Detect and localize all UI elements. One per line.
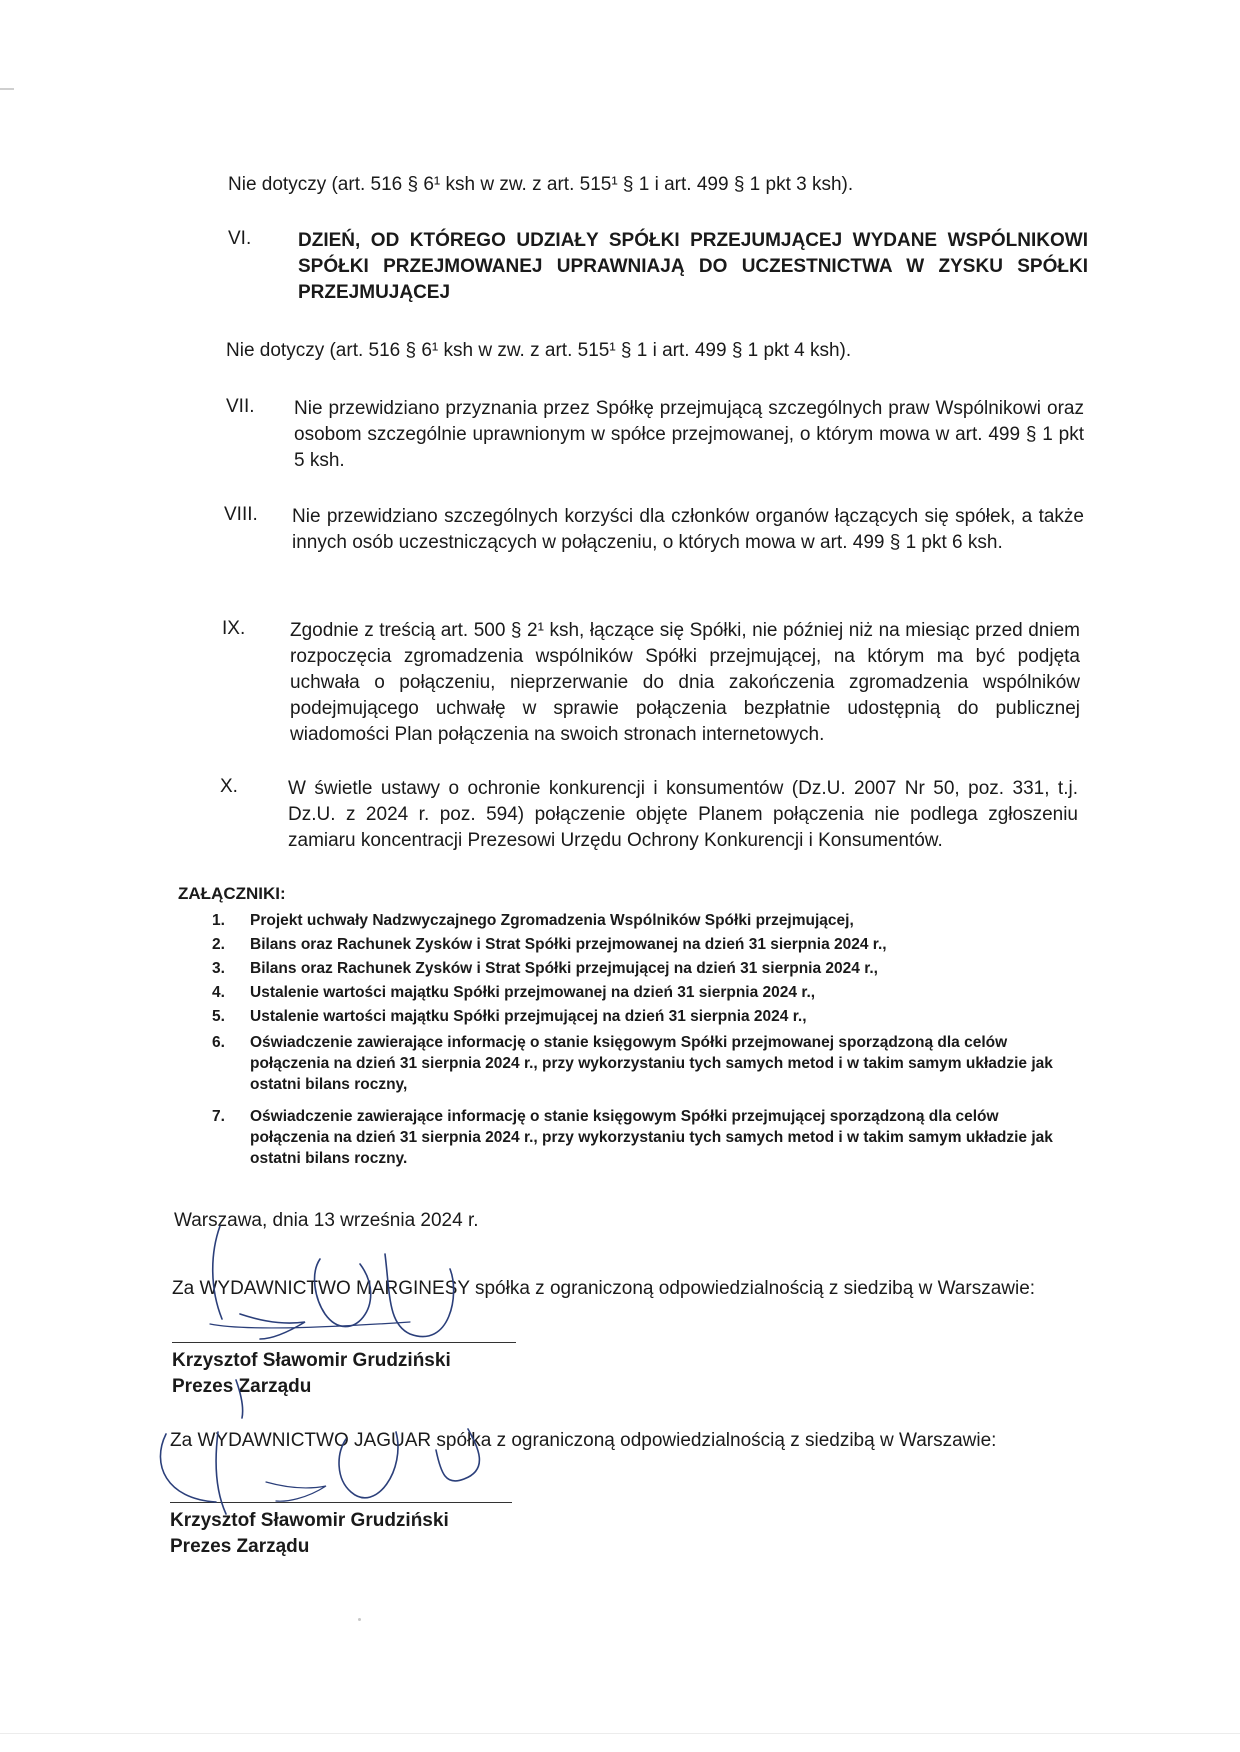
section-ix [222, 618, 1084, 758]
section-vii [226, 396, 1086, 476]
section-viii [224, 504, 1086, 584]
signatory-2-role: Prezes Zarządu [170, 1536, 310, 1557]
signatory-1-role: Prezes Zarządu [172, 1376, 312, 1397]
attachment-number: 4. [212, 984, 225, 1001]
attachment-number: 6. [212, 1034, 225, 1051]
section-number: VI. [228, 228, 252, 249]
attachment-text: Oświadczenie zawierające informację o stanie księgowym Spółki przejmującej sporządzoną dla celów połączenia na dzień 31 sierpnia 2024 r., przy wykorzystaniu tych samych metod i w takim samym układzie jak ostatni bilans roczny. [250, 1108, 1053, 1167]
handwritten-signature-1 [150, 1214, 510, 1364]
place-date-value: 13 września 2024 r. [313, 1210, 479, 1231]
attachments-title: ZAŁĄCZNIKI: [178, 884, 286, 903]
section-text: Nie przewidziano przyznania przez Spółkę przejmującą szczególnych praw Wspólnikowi oraz osobom szczególnie uprawnionym w spółce przejmowanej, o którym mowa w art. 499 § 1 pkt 5 ksh. [294, 398, 1084, 471]
section-number: VII. [226, 396, 255, 417]
signatory-2-name: Krzysztof Sławomir Grudziński [170, 1510, 449, 1531]
section-heading: DZIEŃ, OD KTÓREGO UDZIAŁY SPÓŁKI PRZEJUMJĄCEJ WYDANE WSPÓLNIKOWI SPÓŁKI PRZEJMOWANEJ UPRAWNIAJĄ DO UCZESTNICTWA W ZYSKU SPÓŁKI PRZEJMUJĄCEJ [298, 230, 1088, 303]
scan-dot [358, 1618, 361, 1621]
company-name: WYDAWNICTWO MARGINESY [199, 1278, 470, 1299]
section-number: IX. [222, 618, 246, 639]
attachment-text: Bilans oraz Rachunek Zysków i Strat Spółki przejmowanej na dzień 31 sierpnia 2024 r., [250, 936, 887, 953]
attachment-number: 1. [212, 912, 225, 929]
attachment-text: Projekt uchwały Nadzwyczajnego Zgromadzenia Wspólników Spółki przejmującej, [250, 912, 854, 929]
section-vi [228, 228, 1088, 308]
attachment-text: Ustalenie wartości majątku Spółki przejmującej na dzień 31 sierpnia 2024 r., [250, 1008, 807, 1025]
attachment-text: Oświadczenie zawierające informację o stanie księgowym Spółki przejmowanej sporządzoną dla celów połączenia na dzień 31 sierpnia 2024 r., przy wykorzystaniu tych samych metod i w takim samym układzie jak ostatni bilans roczny, [250, 1034, 1053, 1093]
company-lead: Za [170, 1430, 193, 1451]
place-date-prefix: Warszawa, dnia [174, 1210, 309, 1231]
section-text: W świetle ustawy o ochronie konkurencji i konsumentów (Dz.U. 2007 Nr 50, poz. 331, t.j. Dz.U. z 2024 r. poz. 594) połączenie objęte Planem połączenia nie podlega zgłoszeniu zamiaru koncentracji Prezesowi Urzędu Ochrony Konkurencji i Konsumentów. [288, 778, 1078, 851]
company-tail: spółka z ograniczoną odpowiedzialnością z siedzibą w Warszawie: [436, 1430, 997, 1451]
section-vi-note: Nie dotyczy (art. 516 § 6¹ ksh w zw. z art. 515¹ § 1 i art. 499 § 1 pkt 4 ksh). [226, 340, 852, 361]
scan-edge-mark [0, 88, 14, 90]
section-x [220, 776, 1082, 856]
section-number: X. [220, 776, 238, 797]
attachment-number: 5. [212, 1008, 225, 1025]
top-note: Nie dotyczy (art. 516 § 6¹ ksh w zw. z art. 515¹ § 1 i art. 499 § 1 pkt 3 ksh). [228, 174, 854, 195]
company-tail: spółka z ograniczoną odpowiedzialnością z siedzibą w Warszawie: [474, 1278, 1036, 1299]
signatory-1-name: Krzysztof Sławomir Grudziński [172, 1350, 451, 1371]
scan-bottom-line [0, 1733, 1240, 1734]
attachment-number: 7. [212, 1108, 225, 1125]
section-text: Zgodnie z treścią art. 500 § 2¹ ksh, łączące się Spółki, nie później niż na miesiąc przed dniem rozpoczęcia zgromadzenia wspólników Spółki przejmującej, na którym ma być podjęta uchwała o połączeniu, nieprzerwanie do dnia zakończenia zgromadzenia wspólników podejmującego uchwałę w sprawie połączenia bezpłatnie udostępnią do publicznej wiadomości Plan połączenia na swoich stronach internetowych. [290, 620, 1080, 745]
section-text: Nie przewidziano szczególnych korzyści dla członków organów łączących się spółek, a także innych osób uczestniczących w połączeniu, o których mowa w art. 499 § 1 pkt 6 ksh. [292, 506, 1084, 553]
attachment-text: Bilans oraz Rachunek Zysków i Strat Spółki przejmującej na dzień 31 sierpnia 2024 r., [250, 960, 878, 977]
section-number: VIII. [224, 504, 258, 525]
company-lead: Za [172, 1278, 195, 1299]
company-name: WYDAWNICTWO JAGUAR [197, 1430, 432, 1451]
attachment-number: 2. [212, 936, 225, 953]
attachment-text: Ustalenie wartości majątku Spółki przejmowanej na dzień 31 sierpnia 2024 r., [250, 984, 816, 1001]
attachment-number: 3. [212, 960, 225, 977]
